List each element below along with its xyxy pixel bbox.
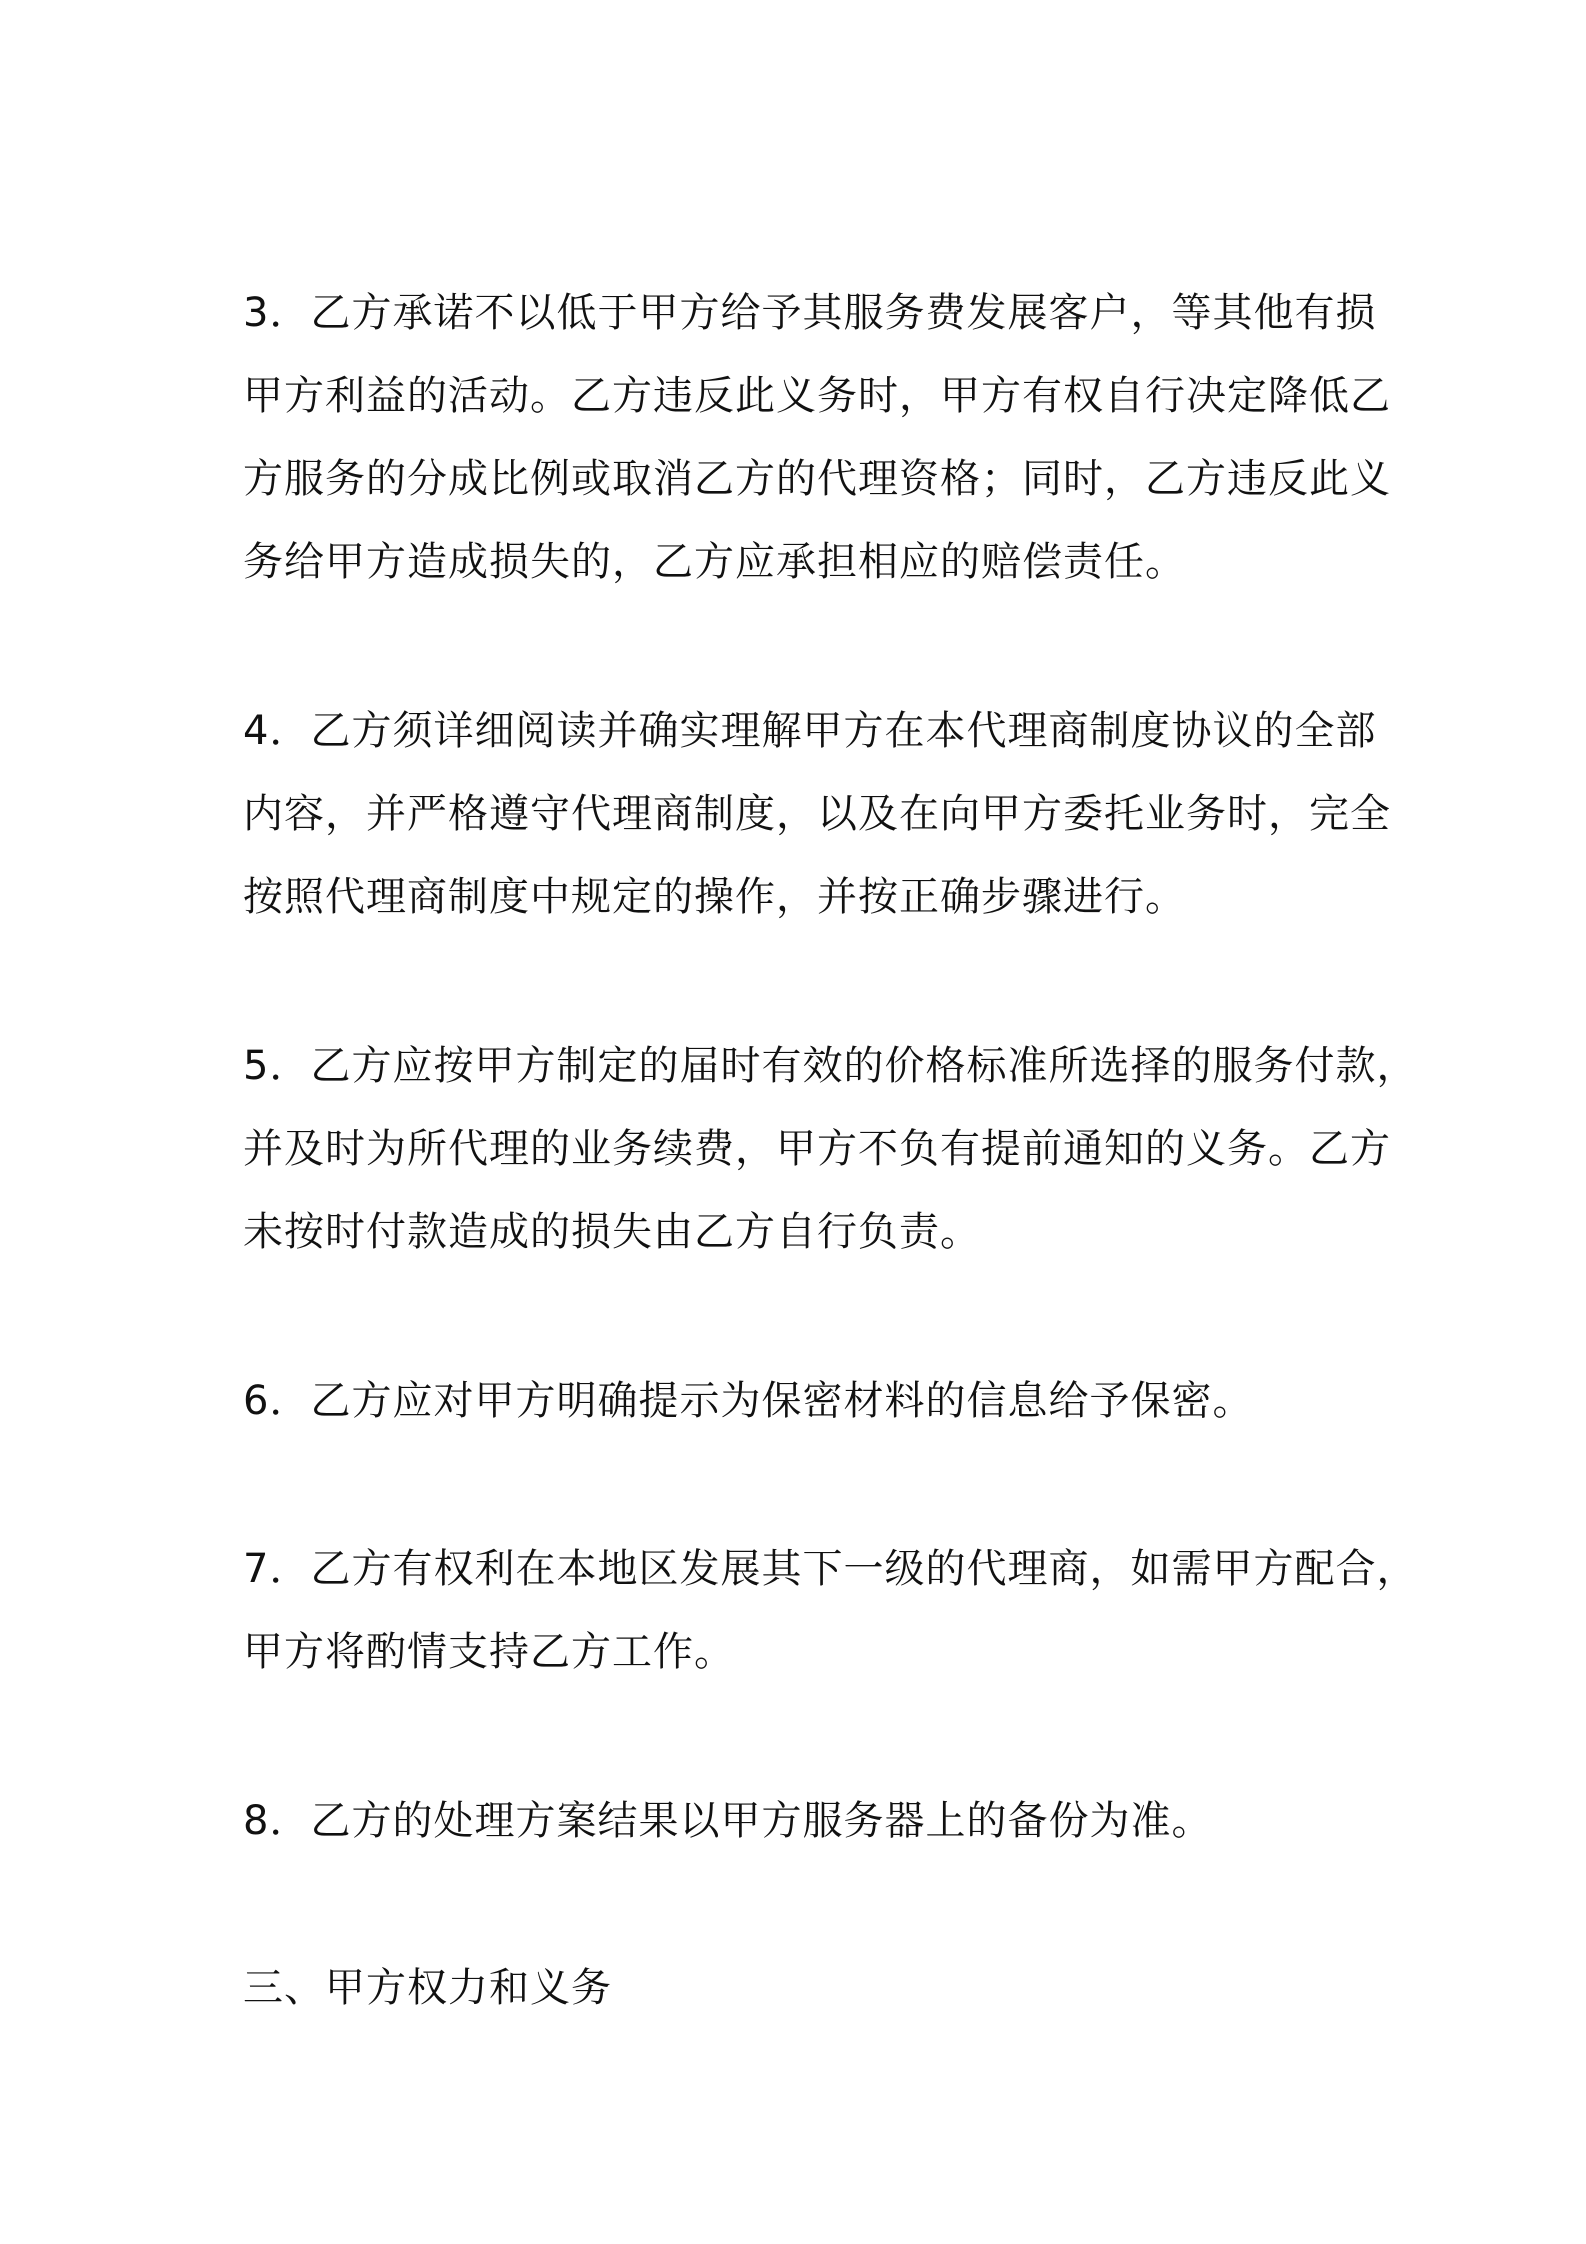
clause-4-line-1: 4．乙方须详细阅读并确实理解甲方在本代理商制度协议的全部 xyxy=(243,708,1377,754)
clause-5 xyxy=(243,1025,1418,1274)
clause-7-line-1: 7．乙方有权利在本地区发展其下一级的代理商，如需甲方配合， xyxy=(243,1546,1418,1592)
clause-3-line-2: 甲方利益的活动。乙方违反此义务时，甲方有权自行决定降低乙 xyxy=(243,373,1391,419)
clause-3 xyxy=(243,272,1391,604)
clause-4-line-3: 按照代理商制度中规定的操作，并按正确步骤进行。 xyxy=(243,874,1186,920)
clause-5-line-2: 并及时为所代理的业务续费，甲方不负有提前通知的义务。乙方 xyxy=(243,1126,1391,1172)
clause-5-line-1: 5．乙方应按甲方制定的届时有效的价格标准所选择的服务付款， xyxy=(243,1043,1418,1089)
clause-6 xyxy=(243,1360,1363,1443)
clause-6-line-1: 6．乙方应对甲方明确提示为保密材料的信息给予保密。 xyxy=(243,1378,1254,1424)
clause-7-line-2: 甲方将酌情支持乙方工作。 xyxy=(243,1629,735,1675)
clause-4 xyxy=(243,690,1391,939)
clause-8 xyxy=(243,1780,1363,1863)
clause-3-line-1: 3．乙方承诺不以低于甲方给予其服务费发展客户，等其他有损 xyxy=(243,290,1377,336)
clause-8-line-1: 8．乙方的处理方案结果以甲方服务器上的备份为准。 xyxy=(243,1798,1213,1844)
clause-7 xyxy=(243,1528,1418,1694)
section-heading: 三、甲方权力和义务 xyxy=(243,1965,612,2011)
clause-3-line-4: 务给甲方造成损失的，乙方应承担相应的赔偿责任。 xyxy=(243,539,1186,585)
clause-4-line-2: 内容，并严格遵守代理商制度，以及在向甲方委托业务时，完全 xyxy=(243,791,1391,837)
clause-5-line-3: 未按时付款造成的损失由乙方自行负责。 xyxy=(243,1209,981,1255)
clause-3-line-3: 方服务的分成比例或取消乙方的代理资格；同时，乙方违反此义 xyxy=(243,456,1391,502)
